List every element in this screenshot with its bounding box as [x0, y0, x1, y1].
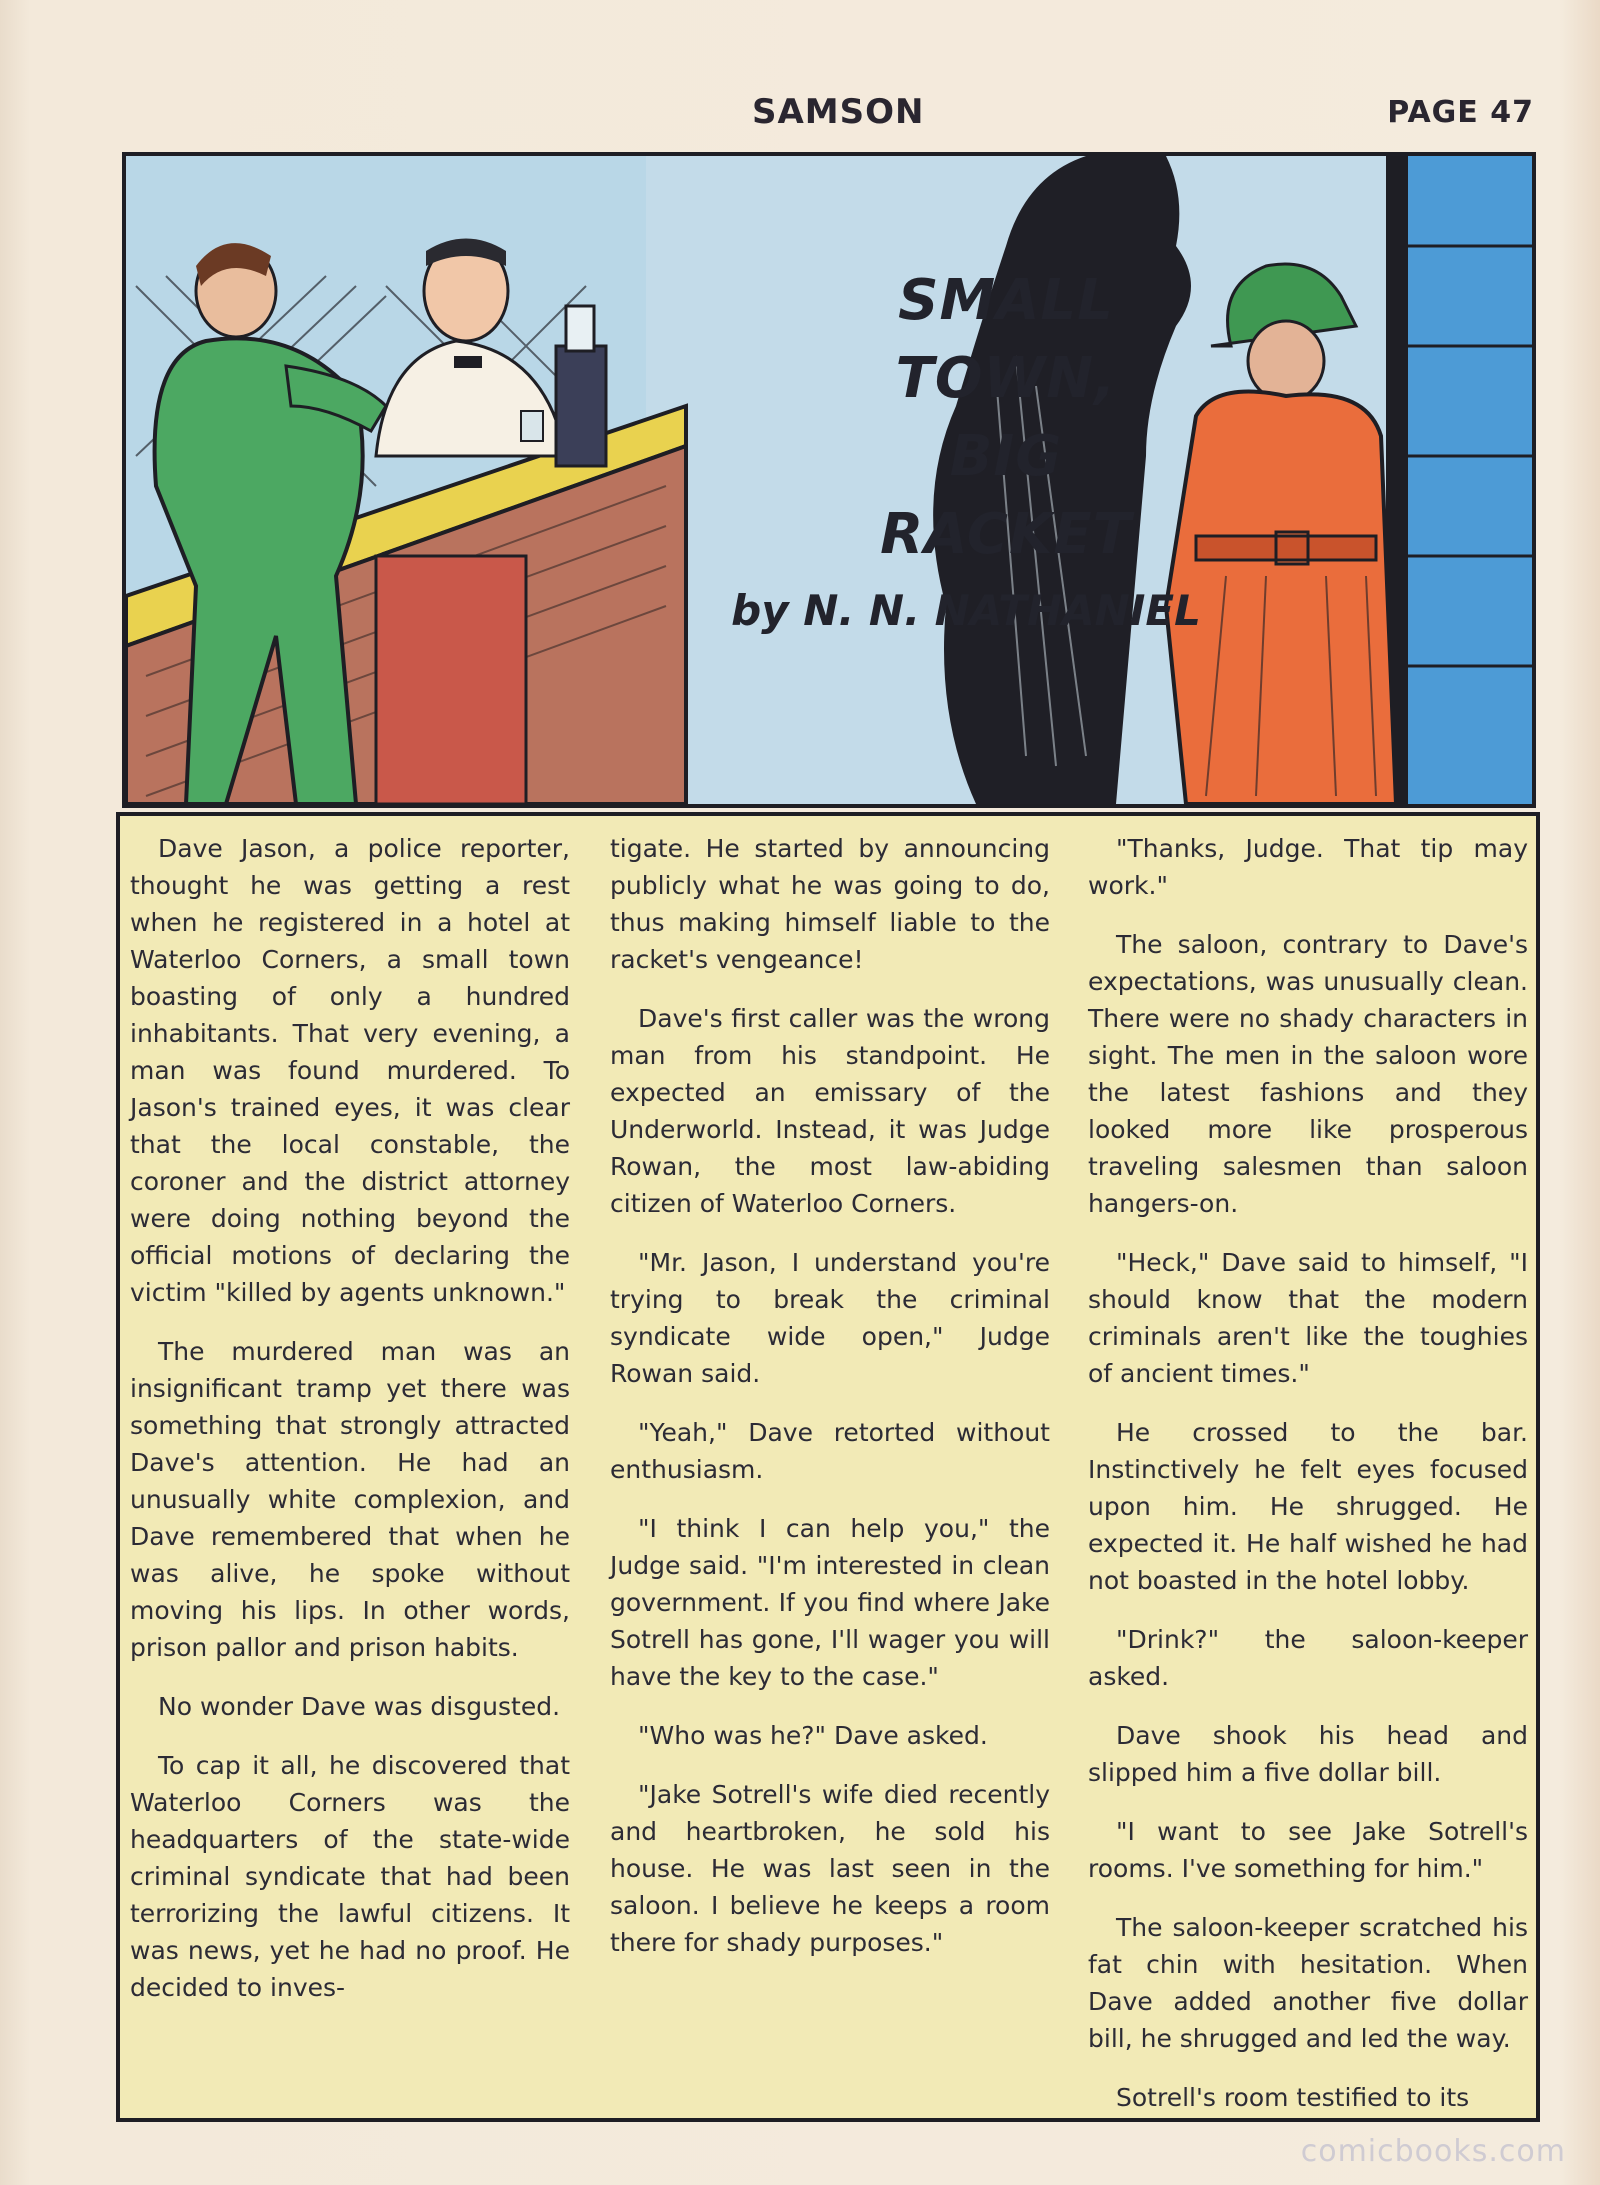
- paragraph: He crossed to the bar. Instinctively he felt eyes focused upon him. He shrugged. He expected it. He half wished he had not boasted in the hotel lobby.: [1088, 1418, 1528, 1595]
- paragraph: "Heck," Dave said to himself, "I should know that the modern criminals aren't like the toughies of ancient times.": [1088, 1248, 1528, 1388]
- illustration-art: [126, 156, 1532, 804]
- text-column-3: [1088, 830, 1528, 2138]
- paragraph: "I think I can help you," the Judge said. "I'm interested in clean government. If you find where Jake Sotrell has gone, I'll wager you will have the key to the case.": [610, 1514, 1050, 1691]
- magazine-title: SAMSON: [752, 92, 925, 132]
- text-column-2: [610, 830, 1050, 1983]
- paragraph: "Mr. Jason, I understand you're trying to break the criminal syndicate wide open," Judge Rowan said.: [610, 1248, 1050, 1388]
- story-title: [866, 262, 1146, 574]
- page-number: PAGE 47: [1387, 95, 1534, 130]
- paragraph: Sotrell's room testified to its: [1116, 2083, 1470, 2112]
- paragraph: "Jake Sotrell's wife died recently and heartbroken, he sold his house. He was last seen in the saloon. I believe he keeps a room there for shady purposes.": [610, 1780, 1050, 1957]
- story-title-line: BIG: [949, 424, 1063, 489]
- paragraph: Dave's first caller was the wrong man from his standpoint. He expected an emissary of the Underworld. Instead, it was Judge Rowan, the most law-abiding citizen of Waterloo Corners.: [610, 1004, 1050, 1218]
- paragraph: The murdered man was an insignificant tramp yet there was something that strongly attracted Dave's attention. He had an unusually white complexion, and Dave remembered that when he was alive, he spoke without moving his lips. In other words, prison pallor and prison habits.: [130, 1337, 570, 1662]
- paragraph: To cap it all, he discovered that Waterloo Corners was the headquarters of the state-wide criminal syndicate that had been terrorizing the lawful citizens. It was news, yet he had no proof. He decided to inves-: [130, 1751, 570, 2002]
- paragraph: The saloon-keeper scratched his fat chin with hesitation. When Dave added another five dollar bill, he shrugged and led the way.: [1088, 1913, 1528, 2053]
- story-illustration: [122, 152, 1536, 808]
- story-title-line: SMALL: [898, 268, 1114, 333]
- text-column-1: [130, 830, 570, 2028]
- paragraph: "I want to see Jake Sotrell's rooms. I've something for him.": [1088, 1817, 1528, 1883]
- paragraph: Dave shook his head and slipped him a five dollar bill.: [1088, 1721, 1528, 1787]
- paragraph: tigate. He started by announcing publicly what he was going to do, thus making himself liable to the racket's vengeance!: [610, 834, 1050, 974]
- story-text-frame: [116, 812, 1540, 2122]
- paragraph: "Drink?" the saloon-keeper asked.: [1088, 1625, 1528, 1691]
- paragraph: "Who was he?" Dave asked.: [638, 1721, 988, 1750]
- story-byline: by N. N. NATHANIEL: [731, 586, 1201, 635]
- watermark: comicbooks.com: [1300, 2134, 1566, 2169]
- paragraph: The saloon, contrary to Dave's expectations, was unusually clean. There were no shady characters in sight. The men in the saloon wore the latest fashions and they looked more like prosperous traveling salesmen than saloon hangers-on.: [1088, 930, 1528, 1218]
- page-header: [0, 92, 1600, 142]
- paragraph: Dave Jason, a police reporter, thought he was getting a rest when he registered in a hotel at Waterloo Corners, a small town boasting of only a hundred inhabitants. That very evening, a man was found murdered. To Jason's trained eyes, it was clear that the local constable, the coroner and the district attorney were doing nothing beyond the official motions of declaring the victim "killed by agents unknown.": [130, 834, 570, 1307]
- paragraph: "Thanks, Judge. That tip may work.": [1088, 834, 1528, 900]
- story-title-line: TOWN,: [895, 346, 1117, 411]
- paragraph: "Yeah," Dave retorted without enthusiasm.: [610, 1418, 1050, 1484]
- paragraph: No wonder Dave was disgusted.: [158, 1692, 561, 1721]
- story-title-line: RACKET: [880, 502, 1132, 567]
